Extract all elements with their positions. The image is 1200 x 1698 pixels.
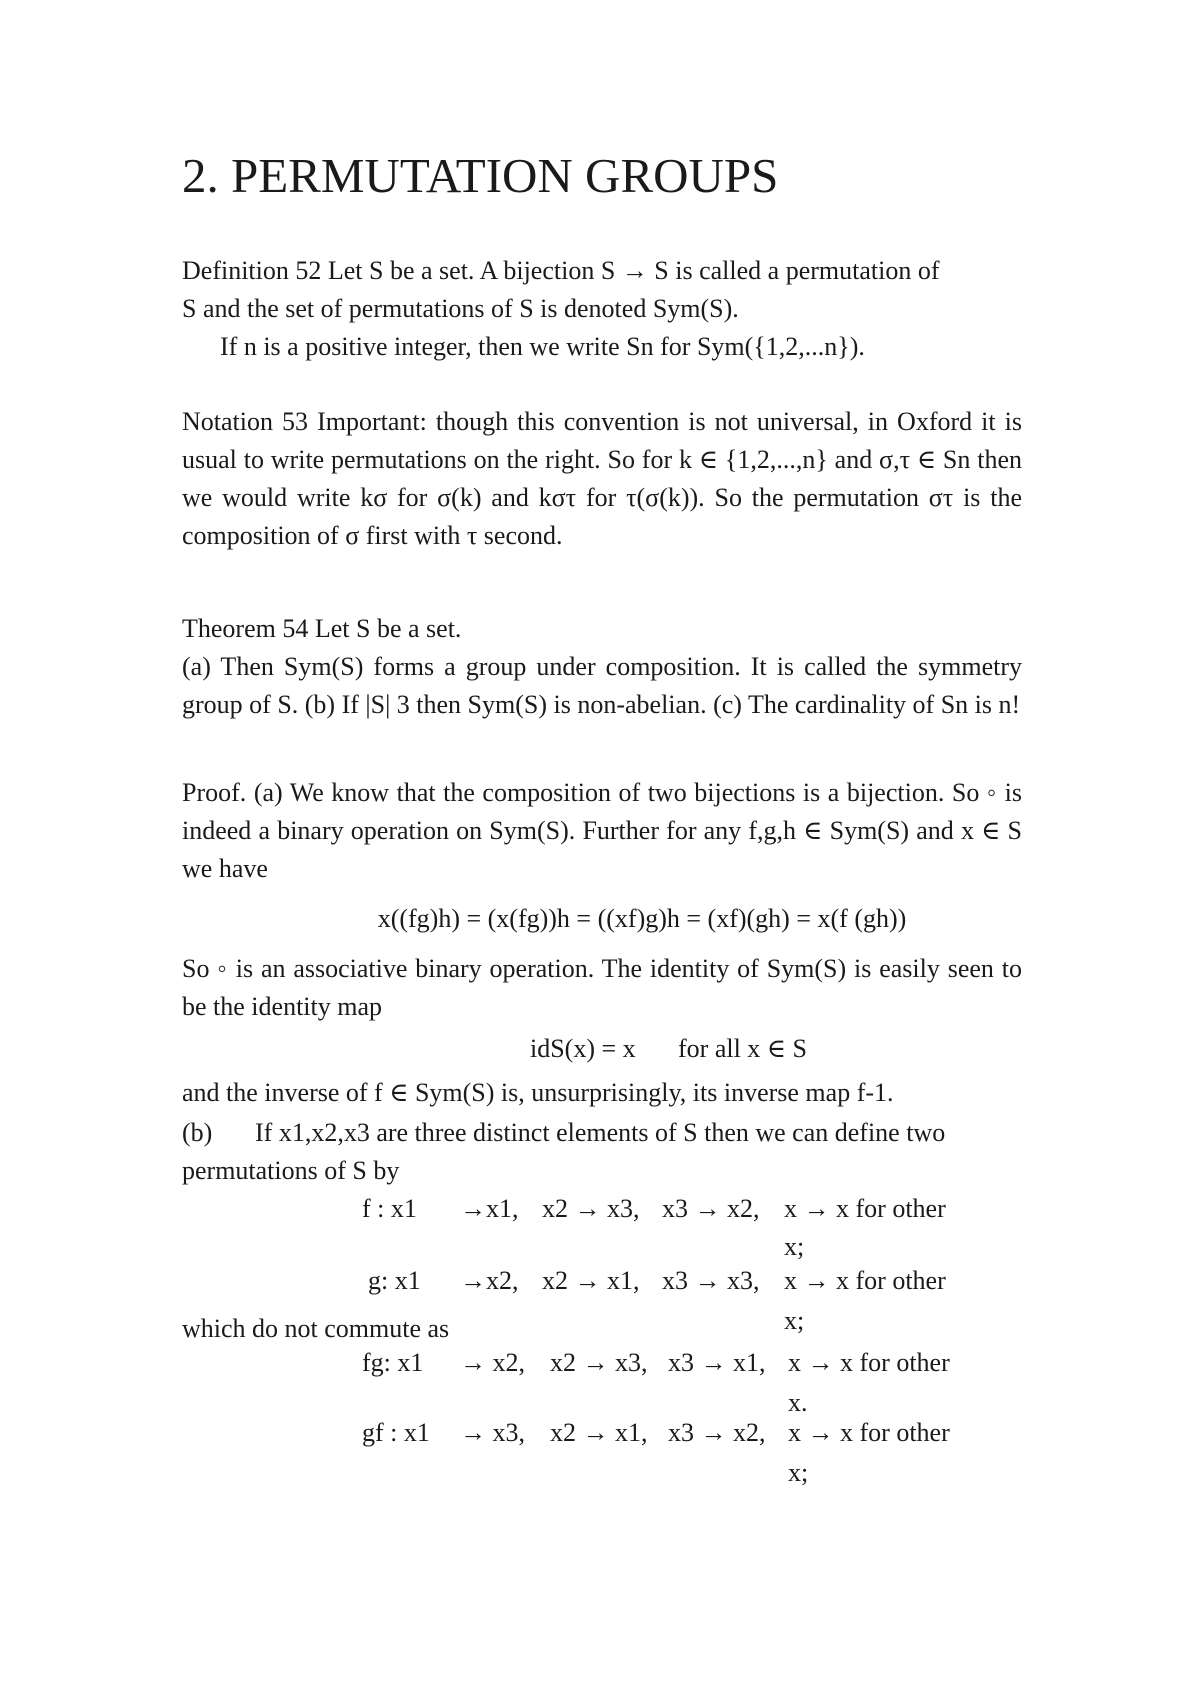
- perm-g-map-1: →x2,: [460, 1266, 519, 1295]
- perm-gf-map-2: x2 → x1,: [550, 1418, 648, 1447]
- part-b-text-2: permutations of S by: [182, 1156, 400, 1185]
- part-b-text: If x1,x2,x3 are three distinct elements of S then we can define two: [255, 1118, 946, 1147]
- perm-g-map-3: x3 → x3,: [662, 1266, 760, 1295]
- perm-g-name: g: x1: [368, 1266, 421, 1295]
- definition-line-2: S and the set of permutations of S is denoted Sym(S).: [182, 294, 739, 323]
- perm-fg-map-2: x2 → x3,: [550, 1348, 648, 1377]
- perm-gf-map-4-cont: x;: [788, 1458, 809, 1487]
- theorem-body: (a) Then Sym(S) forms a group under composition. It is called the symmetry group of S. (b) If |S| 3 then Sym(S) is non-abelian. (c) The cardinality of Sn is n!: [182, 652, 1022, 719]
- perm-f-name: f : x1: [362, 1194, 417, 1223]
- notation-block: Notation 53 Important: though this convention is not universal, in Oxford it is usual to write permutations on the right. So for k ∈ {1,2,...,n} and σ,τ ∈ Sn then we would write kσ for σ(k) and kστ for τ(σ(k)). So the permutation στ is the composition of σ first with τ second.: [182, 407, 1022, 550]
- perm-f-map-3: x3 → x2,: [662, 1194, 760, 1223]
- perm-g-map-2: x2 → x1,: [542, 1266, 640, 1295]
- perm-gf-map-1: → x3,: [460, 1418, 525, 1447]
- proof-inverse-text: and the inverse of f ∈ Sym(S) is, unsurprisingly, its inverse map f-1.: [182, 1078, 894, 1107]
- perm-fg-name: fg: x1: [362, 1348, 424, 1377]
- definition-line-3: If n is a positive integer, then we write Sn for Sym({1,2,...n}).: [220, 332, 865, 361]
- perm-gf-name: gf : x1: [362, 1418, 430, 1447]
- proof-paragraph: Proof. (a) We know that the composition of two bijections is a bijection. So ◦ is indeed a binary operation on Sym(S). Further for any f,g,h ∈ Sym(S) and x ∈ S we have: [182, 778, 1022, 883]
- perm-f-map-4-cont: x;: [784, 1232, 805, 1261]
- definition-block: [182, 252, 1022, 366]
- perm-fg-map-4-cont: x.: [788, 1388, 808, 1417]
- perm-gf-map-4: x → x for other: [788, 1418, 950, 1447]
- proof-identity-text: So ◦ is an associative binary operation. The identity of Sym(S) is easily seen to be the identity map: [182, 954, 1022, 1021]
- identity-equation: idS(x) = x: [530, 1034, 636, 1063]
- associativity-equation: x((fg)h) = (x(fg))h = ((xf)g)h = (xf)(gh) = x(f (gh)): [377, 904, 907, 933]
- perm-f-map-1: →x1,: [460, 1194, 519, 1223]
- identity-condition: for all x ∈ S: [678, 1034, 808, 1063]
- perm-g-map-4: x → x for other: [784, 1266, 946, 1295]
- definition-line-1: Definition 52 Let S be a set. A bijection S → S is called a permutation of: [182, 256, 940, 285]
- perm-f-map-2: x2 → x3,: [542, 1194, 640, 1223]
- part-b-label: (b): [182, 1118, 213, 1147]
- page-title: 2. PERMUTATION GROUPS: [182, 148, 779, 203]
- perm-fg-map-1: → x2,: [460, 1348, 525, 1377]
- commute-text: which do not commute as: [182, 1314, 450, 1343]
- perm-g-map-4-cont: x;: [784, 1306, 805, 1335]
- theorem-heading: Theorem 54 Let S be a set.: [182, 614, 462, 643]
- perm-fg-map-3: x3 → x1,: [668, 1348, 766, 1377]
- perm-f-map-4: x → x for other: [784, 1194, 946, 1223]
- perm-gf-map-3: x3 → x2,: [668, 1418, 766, 1447]
- perm-fg-map-4: x → x for other: [788, 1348, 950, 1377]
